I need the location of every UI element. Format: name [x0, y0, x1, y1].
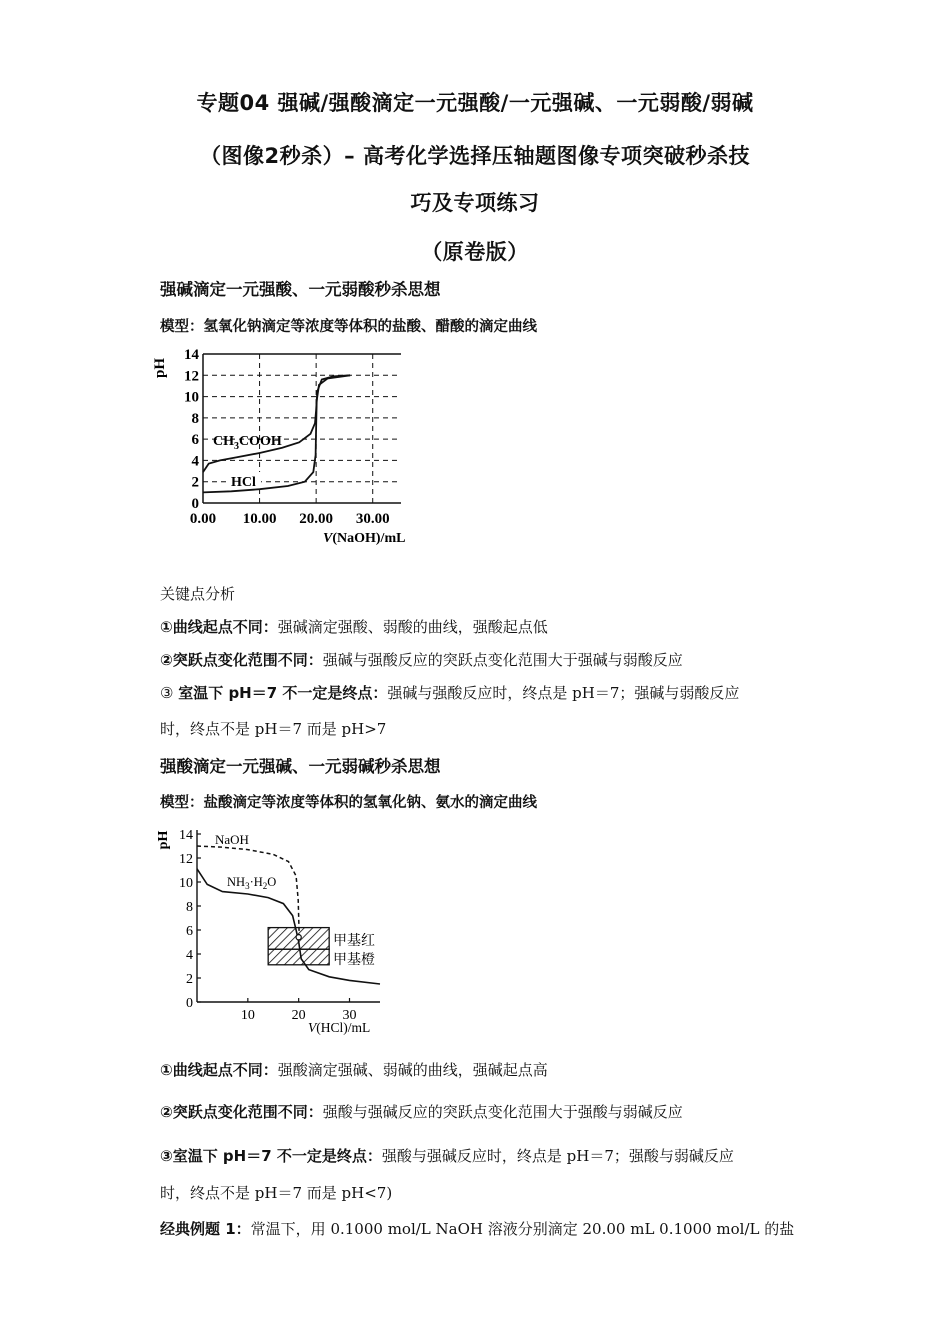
chart1-label-hcl: HCl: [231, 475, 256, 490]
section2-point1: ①曲线起点不同：强酸滴定强碱、弱碱的曲线，强碱起点高: [160, 1061, 548, 1079]
chart1-ytick-label: 12: [184, 368, 199, 385]
section1-model: 模型：氢氧化钠滴定等浓度等体积的盐酸、醋酸的滴定曲线: [160, 319, 537, 335]
chart2-xlabel: V(HCl)/mL: [308, 1020, 371, 1035]
section2-point2: ②突跃点变化范围不同：强酸与强碱反应的突跃点变化范围大于强酸与弱碱反应: [160, 1103, 683, 1121]
chart2-axes: [197, 830, 380, 1002]
doc-title-line1: 专题04 强碱/强酸滴定一元强酸/一元强碱、一元弱酸/弱碱: [196, 91, 754, 115]
chart2-ytick-label: 10: [179, 876, 193, 891]
section1-point1: ①曲线起点不同：强碱滴定强酸、弱酸的曲线，强酸起点低: [160, 618, 548, 636]
section1-heading: 强碱滴定一元强酸、一元弱酸秒杀思想: [160, 280, 441, 299]
chart2-label-nh3h2o: $NH_3\cdot H_2O$: [227, 875, 277, 891]
section2-point3-cont: 时，终点不是 pH＝7 而是 pH<7): [160, 1184, 393, 1202]
chart1-label-ch3cooh: $CH_3COOH$: [213, 434, 282, 452]
section2-point3: ③室温下 pH＝7 不一定是终点：强酸与强碱反应时，终点是 pH＝7；强酸与弱碱反应: [160, 1147, 734, 1165]
chart1-ytick-label: 2: [191, 474, 199, 491]
key-points-title: 关键点分析: [160, 585, 236, 603]
chart2-xtick-label: 20: [291, 1008, 306, 1023]
doc-title-line2: （图像2秒杀）– 高考化学选择压轴题图像专项突破秒杀技: [200, 144, 750, 168]
indicator-band-methyl-orange: [268, 949, 329, 965]
chart2-ytick-label: 6: [186, 924, 193, 939]
chart2-label-methyl-red: 甲基红: [333, 934, 375, 949]
chart2-ylabel: pH: [156, 830, 171, 850]
chart1-ytick-label: 10: [184, 389, 199, 406]
chart1-ylabel: pH: [152, 357, 168, 379]
chart1-xtick-label: 10.00: [242, 511, 277, 527]
chart2-series-naoh: [197, 846, 299, 936]
chart2-ytick-label: 8: [186, 900, 193, 915]
chart2-label-methyl-orange: 甲基橙: [333, 953, 375, 968]
doc-subtitle: （原卷版）: [421, 240, 529, 264]
section2-heading: 强酸滴定一元强碱、一元弱碱秒杀思想: [160, 757, 441, 776]
chart2-ytick-label: 0: [186, 996, 193, 1011]
section1-point3-cont: 时，终点不是 pH＝7 而是 pH>7: [160, 720, 387, 738]
chart2-ytick-label: 12: [179, 852, 193, 867]
chart2-label-naoh: NaOH: [215, 832, 249, 847]
chart1-xlabel: V(NaOH)/mL: [323, 531, 406, 546]
chart1-ytick-label: 8: [191, 410, 199, 427]
chart-naoh-titration: [152, 340, 445, 555]
equivalence-point: [296, 935, 301, 940]
chart2-xtick-label: 30: [342, 1008, 357, 1023]
chart1-xtick-label: 30.00: [355, 511, 390, 527]
chart1-xtick-label: 0.00: [189, 511, 217, 527]
example-1: 经典例题 1：常温下，用 0.1000 mol/L NaOH 溶液分别滴定 20.00 mL 0.1000 mol/L 的盐: [160, 1220, 795, 1238]
chart2-ytick-label: 14: [179, 828, 193, 843]
section2-model: 模型：盐酸滴定等浓度等体积的氢氧化钠、氨水的滴定曲线: [160, 795, 537, 811]
chart1-series-ch3cooh: [203, 375, 350, 472]
chart1-ytick-label: 4: [191, 453, 199, 470]
section1-point3: ③ 室温下 pH＝7 不一定是终点：强碱与强酸反应时，终点是 pH＝7；强碱与弱酸反应: [160, 684, 740, 702]
chart1-ytick-label: 0: [191, 496, 199, 512]
chart2-xtick-label: 10: [240, 1008, 255, 1023]
chart1-ytick-label: 6: [191, 432, 199, 449]
chart-hcl-titration: [155, 822, 395, 1040]
chart2-ytick-label: 2: [186, 972, 193, 987]
doc-title-line3: 巧及专项练习: [410, 191, 540, 215]
chart1-ytick-label: 14: [184, 347, 199, 363]
section1-point2: ②突跃点变化范围不同：强碱与强酸反应的突跃点变化范围大于强碱与弱酸反应: [160, 651, 683, 669]
chart2-ytick-label: 4: [186, 948, 193, 963]
chart1-xtick-label: 20.00: [299, 511, 334, 527]
